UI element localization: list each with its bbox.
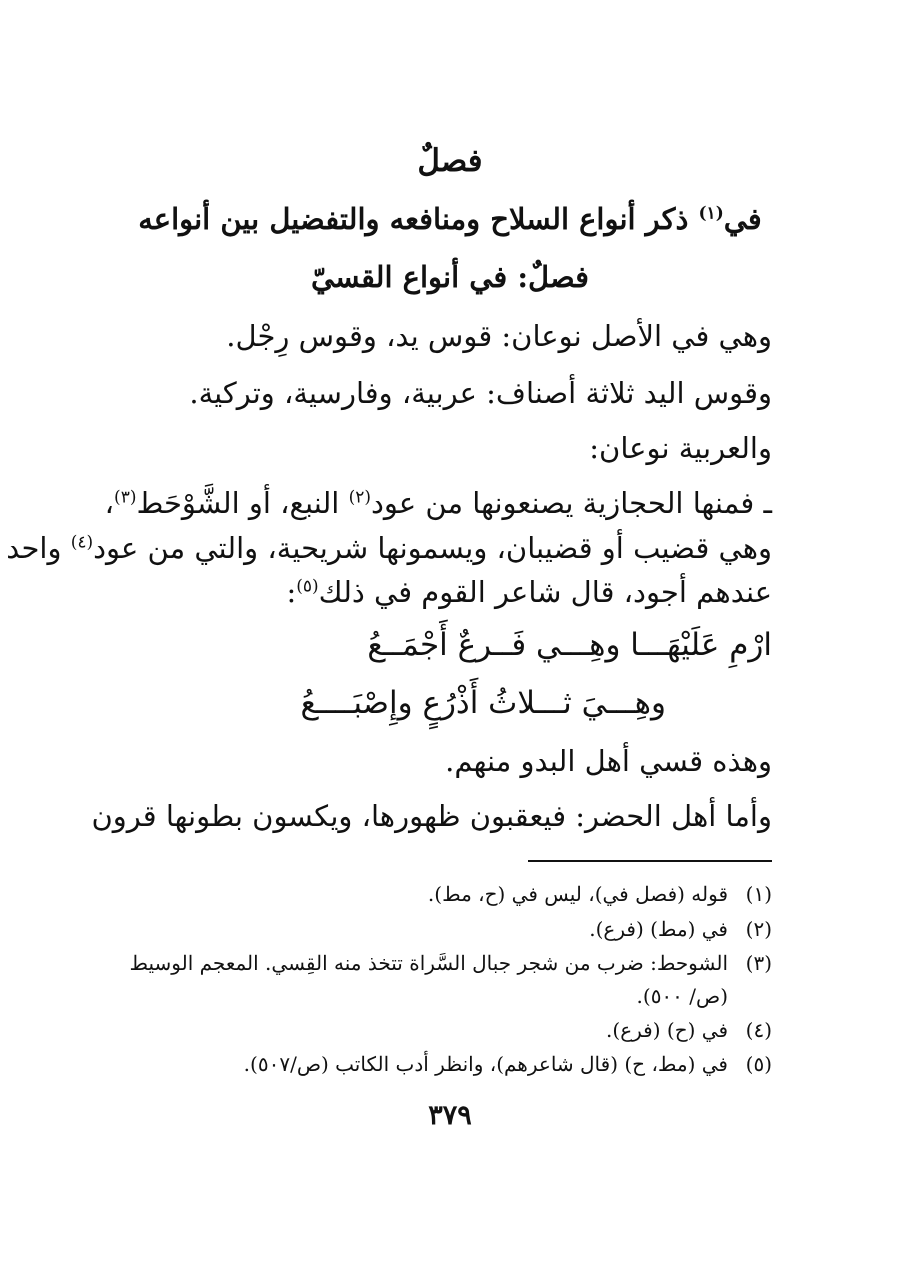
- footnote-text: الشوحط: ضرب من شجر جبال السَّراة تتخذ منه القِسي. المعجم الوسيط: [129, 951, 728, 975]
- footnote-text: في (مط) (فرع).: [589, 917, 728, 941]
- paragraph-6: وأما أهل الحضر: فيعقبون ظهورها، ويكسون بطونها قرون: [91, 799, 772, 833]
- footnote-ref-4[interactable]: (٤): [70, 532, 94, 553]
- subtitle-pre: في: [723, 202, 762, 236]
- footnote-number: (٥): [745, 1052, 772, 1076]
- footnote-number: (١): [745, 882, 772, 906]
- paragraph-4-line-3: [286, 575, 772, 609]
- paragraph-4-line-1: [104, 486, 772, 520]
- paragraph-5: وهذه قسي أهل البدو منهم.: [445, 744, 772, 778]
- verse-line-2: وهِـــيَ ثـــلاثُ أَذْرُعٍ وإِصْبَــــعُ: [300, 685, 666, 721]
- footnote-2: [589, 919, 772, 939]
- footnote-ref-3[interactable]: (٣): [114, 487, 137, 508]
- footnote-3: [129, 953, 772, 973]
- footnote-ref-2[interactable]: (٢): [348, 487, 371, 508]
- paragraph-2: وقوس اليد ثلاثة أصناف: عربية، وفارسية، وتركية.: [189, 376, 772, 410]
- footnote-separator: [528, 860, 772, 862]
- verse-line-1: ارْمِ عَلَيْهَـــا وهِـــي فَــرعٌ أَجْمَــعُ: [367, 627, 772, 663]
- footnote-text: قوله (فصل في)، ليس في (ح، مط).: [427, 882, 728, 906]
- footnote-ref-1[interactable]: (١): [698, 203, 724, 224]
- chapter-subtitle: [0, 202, 900, 236]
- text-run: واحد: [6, 531, 71, 565]
- text-run: عندهم أجود، قال شاعر القوم في ذلك: [318, 575, 772, 609]
- page-number: ٣٧٩: [428, 1100, 472, 1131]
- paragraph-3: والعربية نوعان:: [589, 431, 772, 465]
- footnote-text: في (مط، ح) (قال شاعرهم)، وانظر أدب الكاتب (ص/٥٠٧).: [243, 1052, 728, 1076]
- footnote-4: [606, 1020, 772, 1040]
- footnote-3-continuation: (ص/ ٥٠٠).: [636, 984, 728, 1008]
- section-heading: فصلٌ: في أنواع القسيّ: [310, 260, 590, 294]
- subtitle-text: ذكر أنواع السلاح ومنافعه والتفضيل بين أنواعه: [138, 202, 699, 236]
- footnote-5: [244, 1054, 772, 1074]
- text-run: ـ فمنها الحجازية يصنعونها من عود: [371, 486, 772, 520]
- paragraph-1: وهي في الأصل نوعان: قوس يد، وقوس رِجْل.: [226, 319, 772, 353]
- footnote-number: (٤): [745, 1018, 772, 1042]
- text-run: ،: [104, 486, 115, 520]
- footnote-1: [428, 884, 772, 904]
- footnote-text: في (ح) (فرع).: [606, 1018, 728, 1042]
- footnote-number: (٢): [745, 917, 772, 941]
- text-run: النبع، أو الشَّوْحَط: [136, 486, 349, 520]
- footnote-ref-5[interactable]: (٥): [296, 576, 319, 597]
- chapter-heading: فصلٌ: [417, 143, 483, 179]
- text-run: وهي قضيب أو قضيبان، ويسمونها شريحية، والتي من عود: [93, 531, 772, 565]
- footnote-number: (٣): [745, 951, 772, 975]
- paragraph-4-line-2: [6, 531, 772, 565]
- text-run: :: [286, 575, 297, 609]
